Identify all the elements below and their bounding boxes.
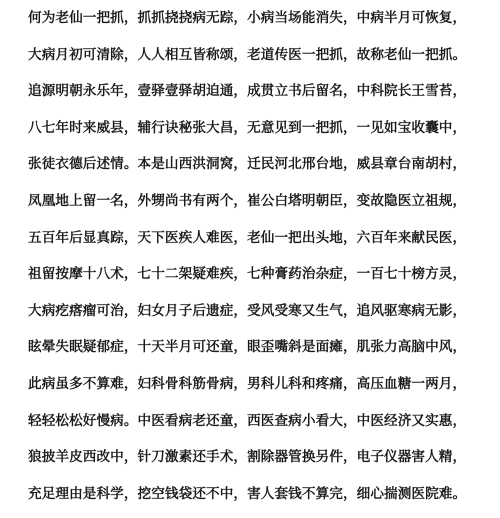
text-line: 大病疙瘩瘤可治，妇女月子后遗症，受风受寒又生气，追风驱寒病无影， bbox=[28, 302, 467, 319]
text-line: 凤凰地上留一名，外甥尚书有两个，崔公白塔明朝臣，变故隐医立祖规， bbox=[28, 192, 467, 209]
text-line: 张徒衣德后述情。本是山西洪洞窝，迁民河北邢台地，威县章台南胡村， bbox=[28, 156, 467, 173]
text-line: 此病虽多不算难，妇科骨科筋骨病，男科儿科和疼痛，高压血糖一两月， bbox=[28, 375, 467, 392]
text-line: 充足理由是科学，挖空钱袋还不中，害人套钱不算完，细心揣测医院难。 bbox=[28, 485, 467, 502]
text-line: 五百年后显真踪，天下医疾人难医，老仙一把出头地，六百年来献民医， bbox=[28, 229, 467, 246]
text-line: 祖留按摩十八术，七十二架疑难疾，七种膏药治杂症，一百七十榜方灵， bbox=[28, 266, 467, 283]
text-line: 追源明朝永乐年，壹驿壹驿胡迫通，成贯立书后留名，中科院长王雪苔， bbox=[28, 83, 467, 100]
text-line: 狼披羊皮西改中，针刀激素还手术，割除器管换另件，电子仪器害人精， bbox=[28, 449, 467, 466]
text-line: 轻轻松松好慢病。中医看病老还童，西医查病小看大，中医经济又实惠， bbox=[28, 412, 467, 429]
text-line: 八七年时来威县，辅行诀秘张大昌，无意见到一把抓，一见如宝收囊中， bbox=[28, 119, 467, 136]
text-line: 大病月初可清除，人人相互皆称颂，老道传医一把抓，故称老仙一把抓。 bbox=[28, 46, 467, 63]
text-line: 何为老仙一把抓，抓抓挠挠病无踪，小病当场能消失，中病半月可恢复， bbox=[28, 10, 467, 26]
text-line: 眩晕失眠疑郁症，十天半月可还童，眼歪嘴斜是面瘫，肌张力高脑中风， bbox=[28, 339, 467, 356]
poem-text-block bbox=[28, 0, 488, 512]
